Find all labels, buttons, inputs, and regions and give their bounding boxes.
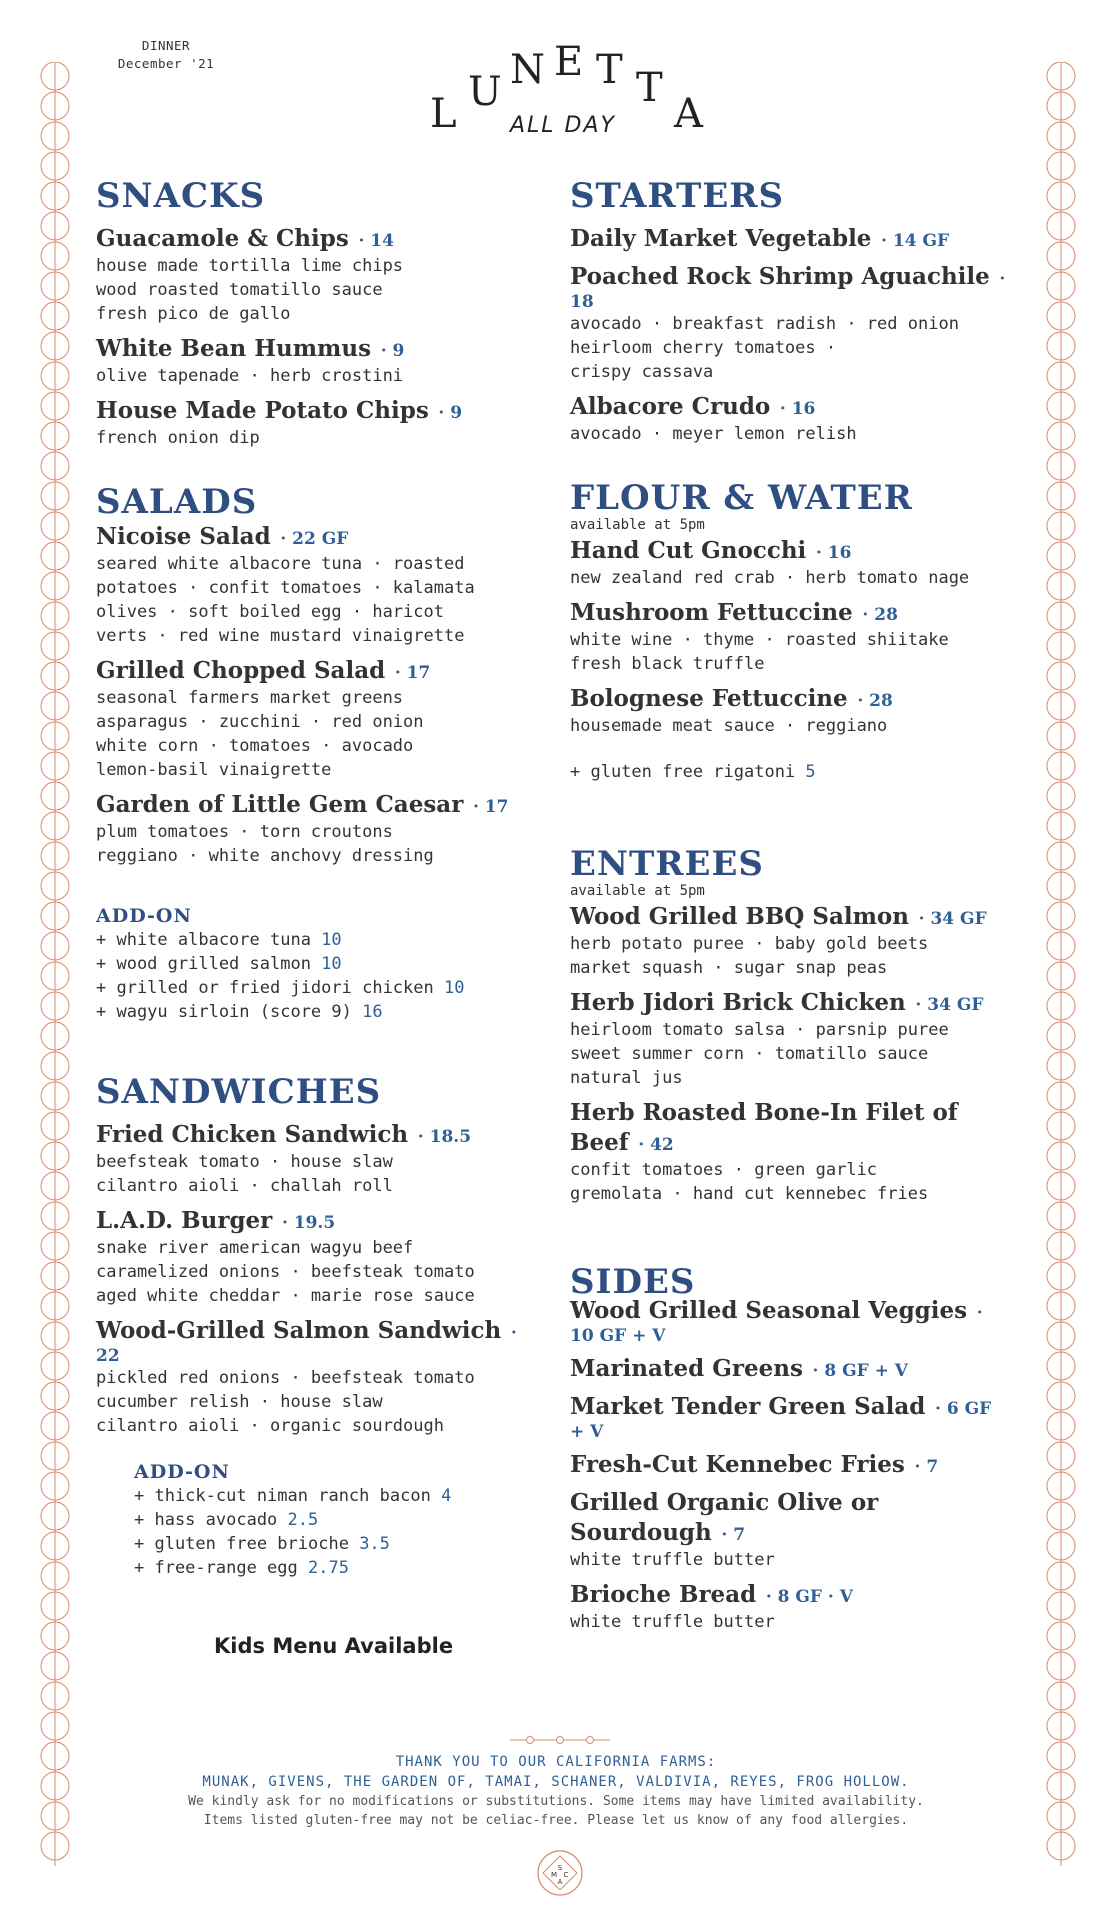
item-description: white wine · thyme · roasted shiitake fresh black truffle	[570, 630, 949, 674]
addon-line	[96, 928, 536, 952]
menu-item	[570, 684, 1010, 738]
addon-price: 16	[362, 1002, 383, 1022]
menu-item	[570, 224, 1010, 254]
kids-menu-note: Kids Menu Available	[214, 1634, 454, 1658]
item-price: · 16	[779, 399, 816, 419]
section-flour-water	[570, 478, 1010, 784]
section-title: SNACKS	[96, 176, 266, 216]
salad-addon	[96, 904, 536, 1024]
farms-title: THANK YOU TO OUR CALIFORNIA FARMS:	[395, 1754, 717, 1770]
item-description: avocado · meyer lemon relish	[570, 424, 857, 444]
section-title: ENTREES	[570, 844, 764, 884]
addon-title: ADD-ON	[96, 905, 192, 927]
section-title: STARTERS	[570, 176, 785, 216]
addon-price: 4	[441, 1486, 452, 1506]
addon-line	[96, 976, 536, 1000]
item-name: Nicoise Salad	[96, 523, 271, 550]
section-note: available at 5pm	[570, 883, 705, 899]
menu-item	[570, 902, 1010, 980]
item-name: Market Tender Green Salad	[570, 1393, 926, 1420]
addon-text: + white albacore tuna	[96, 930, 311, 950]
menu-item	[570, 1354, 1010, 1384]
item-name: Herb Roasted Bone-In Filet of Beef	[570, 1099, 958, 1156]
logo-tagline: ALL DAY	[510, 113, 616, 138]
item-description: seared white albacore tuna · roasted potatoes · confit tomatoes · kalamata olives · soft boiled egg · haricot verts · red wine mustard vinaigrette	[96, 554, 475, 646]
addon-text: + hass avocado	[134, 1510, 278, 1530]
menu-item	[570, 1488, 1010, 1572]
item-description: seasonal farmers market greens asparagus · zucchini · red onion white corn · tomatoes · avocado lemon-basil vinaigrette	[96, 688, 424, 780]
menu-item	[96, 224, 536, 326]
item-price: · 22	[96, 1323, 517, 1366]
menu-item	[570, 262, 1010, 384]
menu-item	[96, 522, 536, 648]
addon-price: 10	[321, 930, 342, 950]
period-meal: DINNER	[141, 38, 191, 53]
right-column	[570, 176, 1010, 1634]
item-name: Guacamole & Chips	[96, 225, 349, 252]
item-name: Grilled Organic Olive or Sourdough	[570, 1489, 879, 1546]
addon-line	[96, 952, 536, 976]
addon-line	[134, 1484, 536, 1508]
period-date: December '21	[117, 56, 215, 71]
item-price: · 9	[438, 403, 463, 423]
item-name: Herb Jidori Brick Chicken	[570, 989, 906, 1016]
item-description: pickled red onions · beefsteak tomato cucumber relish · house slaw cilantro aioli · organic sourdough	[96, 1368, 475, 1436]
section-title: SALADS	[96, 482, 258, 522]
item-price: · 16	[815, 543, 852, 563]
item-price: · 34 GF	[918, 909, 987, 929]
item-name: White Bean Hummus	[96, 335, 372, 362]
item-name: Wood-Grilled Salmon Sandwich	[96, 1317, 502, 1344]
menu-item	[96, 1120, 536, 1198]
menu-item	[570, 988, 1010, 1090]
section-starters	[570, 176, 1010, 446]
extra-price: 5	[805, 762, 816, 782]
item-name: L.A.D. Burger	[96, 1207, 273, 1234]
addon-line	[134, 1532, 536, 1556]
menu-item	[96, 396, 536, 450]
farms-list: MUNAK, GIVENS, THE GARDEN OF, TAMAI, SCHANER, VALDIVIA, REYES, FROG HOLLOW.	[202, 1774, 910, 1790]
section-sandwiches	[96, 1072, 536, 1438]
item-price: · 8 GF · V	[765, 1587, 853, 1607]
logo-letter: E	[554, 39, 584, 85]
menu-item	[570, 1392, 1010, 1442]
menu-item	[570, 1098, 1010, 1206]
seal-letter: C	[563, 1871, 569, 1879]
item-price: · 28	[862, 605, 898, 625]
menu-item	[570, 392, 1010, 446]
menu-item	[570, 536, 1010, 590]
menu-item	[96, 1206, 536, 1308]
section-title: SIDES	[570, 1262, 696, 1302]
section-snacks	[96, 176, 536, 450]
section-title: FLOUR & WATER	[570, 478, 913, 518]
logo-letter: A	[674, 91, 703, 137]
addon-text: + wagyu sirloin (score 9)	[96, 1002, 352, 1022]
addon-line	[134, 1556, 536, 1580]
item-price: · 17	[394, 663, 431, 683]
item-name: Daily Market Vegetable	[570, 225, 872, 252]
addon-text: + grilled or fried jidori chicken	[96, 978, 434, 998]
item-price: · 14	[358, 231, 394, 251]
item-name: Albacore Crudo	[570, 393, 771, 420]
addon-text: + gluten free brioche	[134, 1534, 349, 1554]
item-price: · 17	[472, 797, 509, 817]
item-description: house made tortilla lime chips wood roasted tomatillo sauce fresh pico de gallo	[96, 256, 404, 324]
menu-item	[570, 1580, 1010, 1634]
menu-item	[570, 1450, 1010, 1480]
item-name: Garden of Little Gem Caesar	[96, 791, 464, 818]
item-price: · 28	[857, 691, 893, 711]
item-description: heirloom tomato salsa · parsnip puree sweet summer corn · tomatillo sauce natural jus	[570, 1020, 949, 1088]
extra-text: + gluten free rigatoni	[570, 762, 796, 782]
item-description: white truffle butter	[570, 1550, 775, 1570]
logo-letter: N	[510, 47, 545, 93]
menu-item	[96, 1316, 536, 1438]
item-name: House Made Potato Chips	[96, 397, 429, 424]
addon-line	[96, 1000, 536, 1024]
seal-letter: M	[550, 1871, 558, 1879]
item-description: snake river american wagyu beef caramelized onions · beefsteak tomato aged white cheddar · marie rose sauce	[96, 1238, 475, 1306]
addon-price: 10	[444, 978, 465, 998]
item-name: Brioche Bread	[570, 1581, 757, 1608]
item-price: · 18	[570, 269, 1006, 312]
item-price: · 9	[380, 341, 405, 361]
item-description: housemade meat sauce · reggiano	[570, 716, 888, 736]
item-description: new zealand red crab · herb tomato nage	[570, 568, 970, 588]
item-name: Bolognese Fettuccine	[570, 685, 848, 712]
menu-item	[570, 1296, 1010, 1346]
logo-letter: L	[430, 91, 457, 137]
item-description: plum tomatoes · torn croutons reggiano · white anchovy dressing	[96, 822, 434, 866]
addon-price: 2.75	[308, 1558, 349, 1578]
item-price: · 19.5	[281, 1213, 336, 1233]
item-price: · 34 GF	[915, 995, 984, 1015]
logo-letter: U	[468, 69, 502, 115]
section-salads	[96, 482, 536, 868]
extra-option	[570, 760, 1010, 784]
item-price: · 10 GF + V	[570, 1303, 983, 1346]
item-description: avocado · breakfast radish · red onion heirloom cherry tomatoes · crispy cassava	[570, 314, 959, 382]
item-name: Mushroom Fettuccine	[570, 599, 853, 626]
right-chain-border	[1041, 62, 1081, 1866]
addon-price: 2.5	[287, 1510, 319, 1530]
item-price: · 22 GF	[280, 529, 349, 549]
item-price: · 18.5	[417, 1127, 472, 1147]
addon-price: 3.5	[359, 1534, 390, 1554]
item-price: · 7	[721, 1525, 746, 1545]
item-description: beefsteak tomato · house slaw cilantro aioli · challah roll	[96, 1152, 393, 1196]
menu-item	[570, 598, 1010, 676]
item-name: Poached Rock Shrimp Aguachile	[570, 263, 990, 290]
item-price: · 6 GF + V	[570, 1399, 992, 1442]
logo-letter: T	[596, 47, 623, 93]
item-price: · 7	[914, 1457, 939, 1477]
left-column	[96, 176, 536, 1580]
footer-ornament	[510, 1734, 610, 1746]
item-name: Fresh-Cut Kennebec Fries	[570, 1451, 905, 1478]
section-sides	[570, 1262, 1010, 1634]
item-description: french onion dip	[96, 428, 260, 448]
menu-period	[96, 37, 236, 73]
section-note: available at 5pm	[570, 517, 705, 533]
addon-text: + thick-cut niman ranch bacon	[134, 1486, 431, 1506]
addon-title: ADD-ON	[134, 1461, 230, 1483]
item-description: olive tapenade · herb crostini	[96, 366, 404, 386]
item-name: Wood Grilled BBQ Salmon	[570, 903, 909, 930]
lunetta-logo	[430, 39, 720, 142]
section-title: SANDWICHES	[96, 1072, 382, 1112]
modification-note: We kindly ask for no modifications or substitutions. Some items may have limited availability.	[188, 1794, 924, 1809]
item-name: Wood Grilled Seasonal Veggies	[570, 1297, 968, 1324]
menu-item	[96, 656, 536, 782]
item-description: confit tomatoes · green garlic gremolata · hand cut kennebec fries	[570, 1160, 929, 1204]
seal-letter: S	[557, 1864, 563, 1872]
item-price: · 8 GF + V	[812, 1361, 908, 1381]
section-entrees	[570, 844, 1010, 1206]
left-chain-border	[35, 62, 75, 1866]
addon-text: + wood grilled salmon	[96, 954, 311, 974]
item-name: Grilled Chopped Salad	[96, 657, 386, 684]
item-name: Fried Chicken Sandwich	[96, 1121, 409, 1148]
item-description: herb potato puree · baby gold beets market squash · sugar snap peas	[570, 934, 929, 978]
item-price: · 14 GF	[881, 231, 950, 251]
item-price: · 42	[638, 1135, 674, 1155]
menu-item	[96, 334, 536, 388]
addon-line	[134, 1508, 536, 1532]
allergy-note: Items listed gluten-free may not be celiac-free. Please let us know of any food allergies.	[203, 1813, 909, 1828]
addon-price: 10	[321, 954, 342, 974]
item-name: Marinated Greens	[570, 1355, 803, 1382]
menu-item	[96, 790, 536, 868]
sandwich-addon	[134, 1460, 536, 1580]
addon-text: + free-range egg	[134, 1558, 298, 1578]
item-name: Hand Cut Gnocchi	[570, 537, 807, 564]
item-description: white truffle butter	[570, 1612, 775, 1632]
seal-letter: A	[557, 1878, 563, 1886]
logo-letter: T	[636, 65, 663, 111]
smca-seal	[535, 1848, 585, 1898]
